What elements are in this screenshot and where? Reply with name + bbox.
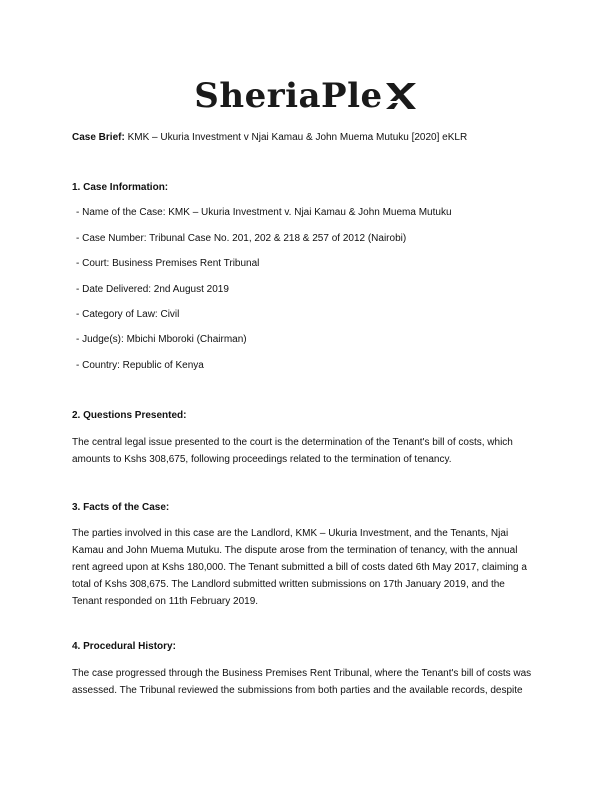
section-heading-questions-presented: 2. Questions Presented: (72, 410, 187, 421)
questions-presented-paragraph (72, 434, 544, 468)
case-info-judges: - Judge(s): Mbichi Mboroki (Chairman) (76, 334, 247, 345)
paragraph-line: total of Kshs 308,675. The Landlord submitted written submissions on 17th January 2019, and the (72, 579, 505, 590)
case-info-country: - Country: Republic of Kenya (76, 360, 204, 371)
section-heading-procedural-history: 4. Procedural History: (72, 641, 176, 652)
section-heading-facts: 3. Facts of the Case: (72, 502, 170, 513)
case-brief-title (72, 132, 467, 143)
paragraph-line: rent agreed upon at Kshs 180,000. The Tenant submitted a bill of costs dated 6th May 2017, claiming a (72, 562, 527, 573)
case-brief-label: Case Brief: (72, 132, 125, 143)
paragraph-line: The case progressed through the Business Premises Rent Tribunal, where the Tenant's bill of costs was (72, 668, 532, 679)
case-info-number: - Case Number: Tribunal Case No. 201, 202 & 218 & 257 of 2012 (Nairobi) (76, 233, 407, 244)
section-heading-case-information: 1. Case Information: (72, 182, 169, 193)
case-brief-text: KMK – Ukuria Investment v Njai Kamau & John Muema Mutuku [2020] eKLR (124, 132, 468, 143)
procedural-history-paragraph (72, 665, 544, 699)
paragraph-line: The central legal issue presented to the court is the determination of the Tenant's bill of costs, which (72, 437, 513, 448)
sheriaplex-logo (0, 76, 612, 116)
paragraph-line: assessed. The Tribunal reviewed the submissions from both parties and the available records, despite (72, 685, 523, 696)
case-info-category: - Category of Law: Civil (76, 309, 180, 320)
paragraph-line: Kamau and John Muema Mutuku. The dispute arose from the termination of tenancy, with the annual (72, 545, 518, 556)
case-info-name: - Name of the Case: KMK – Ukuria Investment v. Njai Kamau & John Muema Mutuku (76, 207, 452, 218)
paragraph-line: amounts to Kshs 308,675, following proceedings related to the termination of tenancy. (72, 454, 452, 465)
case-info-date: - Date Delivered: 2nd August 2019 (76, 284, 229, 295)
logo-text: SheriaPle (194, 76, 383, 116)
case-info-court: - Court: Business Premises Rent Tribunal (76, 258, 260, 269)
facts-paragraph (72, 525, 544, 610)
logo-x-mark (384, 81, 418, 111)
paragraph-line: Tenant responded on 11th February 2019. (72, 596, 259, 607)
paragraph-line: The parties involved in this case are the Landlord, KMK – Ukuria Investment, and the Tenants, Njai (72, 528, 509, 539)
